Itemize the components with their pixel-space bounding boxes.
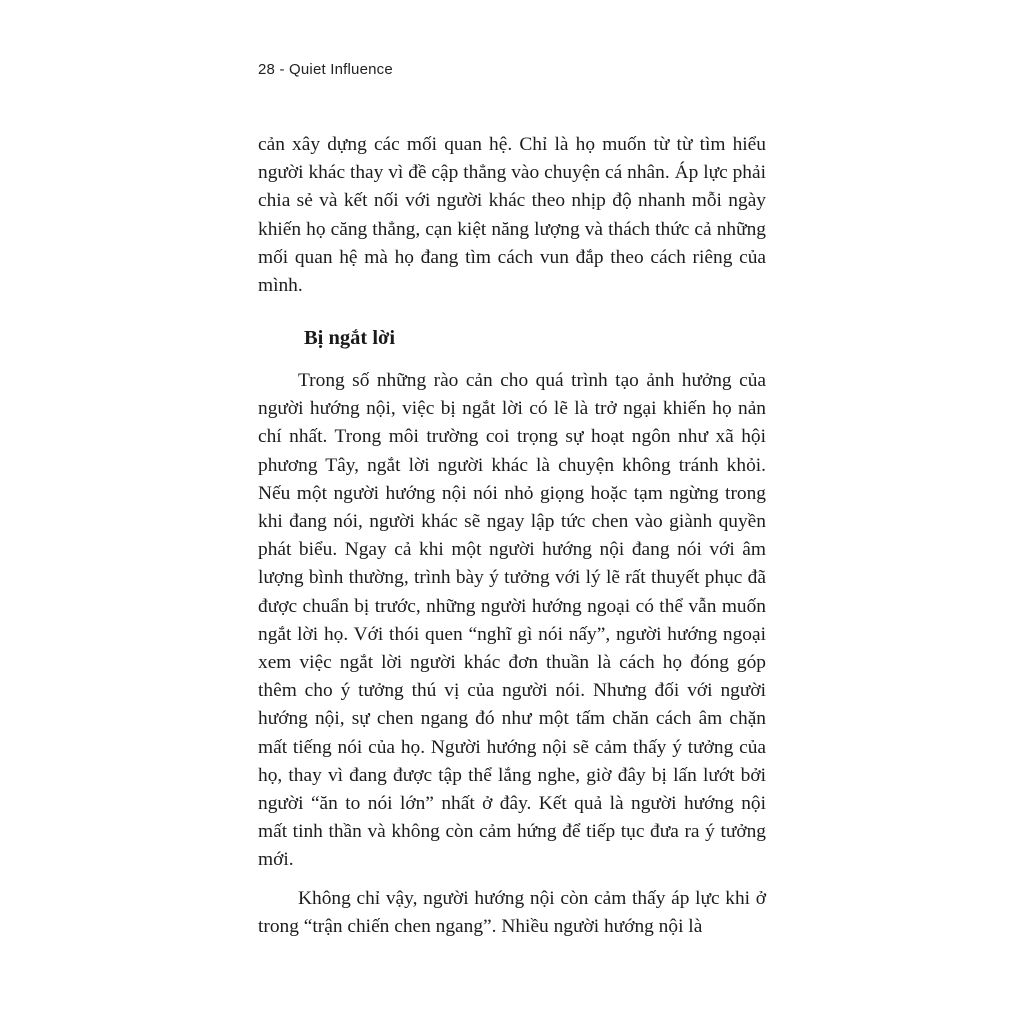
- paragraph: Không chỉ vậy, người hướng nội còn cảm thấy áp lực khi ở trong “trận chiến chen ngang”. Nhiều người hướng nội là: [258, 887, 766, 937]
- continued-text: [258, 131, 766, 300]
- running-header: 28 - Quiet Influence: [258, 61, 393, 78]
- paragraph: Trong số những rào cản cho quá trình tạo ảnh hưởng của người hướng nội, việc bị ngắt lời có lẽ là trở ngại khiến họ nản chí nhất. Trong môi trường coi trọng sự hoạt ngôn như xã hội phương Tây, ngắt lời người khác là chuyện không tránh khỏi. Nếu một người hướng nội nói nhỏ giọng hoặc tạm ngừng trong khi đang nói, người khác sẽ ngay lập tức chen vào giành quyền phát biểu. Ngay cả khi một người hướng nội đang nói với âm lượng bình thường, trình bày ý tưởng với lý lẽ rất thuyết phục đã được chuẩn bị trước, những người hướng ngoại có thể vẫn muốn ngắt lời họ. Với thói quen “nghĩ gì nói nấy”, người hướng ngoại xem việc ngắt lời người khác đơn thuần là cách họ đóng góp thêm cho ý tưởng thú vị của người nói. Nhưng đối với người hướng nội, sự chen ngang đó như một tấm chăn cách âm chặn mất tiếng nói của họ. Người hướng nội sẽ cảm thấy ý tưởng của họ, thay vì đang được tập thể lắng nghe, giờ đây bị lấn lướt bởi người “ăn to nói lớn” nhất ở đây. Kết quả là người hướng nội mất tinh thần và không còn cảm hứng để tiếp tục đưa ra ý tưởng mới.: [258, 370, 766, 871]
- section-heading: Bị ngắt lời: [304, 327, 396, 349]
- paragraph: cản xây dựng các mối quan hệ. Chỉ là họ muốn từ từ tìm hiểu người khác thay vì đề cập thẳng vào chuyện cá nhân. Áp lực phải chia sẻ và kết nối với người khác theo nhịp độ nhanh mỗi ngày khiến họ căng thẳng, cạn kiệt năng lượng và thách thức cả những mối quan hệ mà họ đang tìm cách vun đắp theo cách riêng của mình.: [258, 134, 766, 297]
- section-body: [258, 367, 766, 941]
